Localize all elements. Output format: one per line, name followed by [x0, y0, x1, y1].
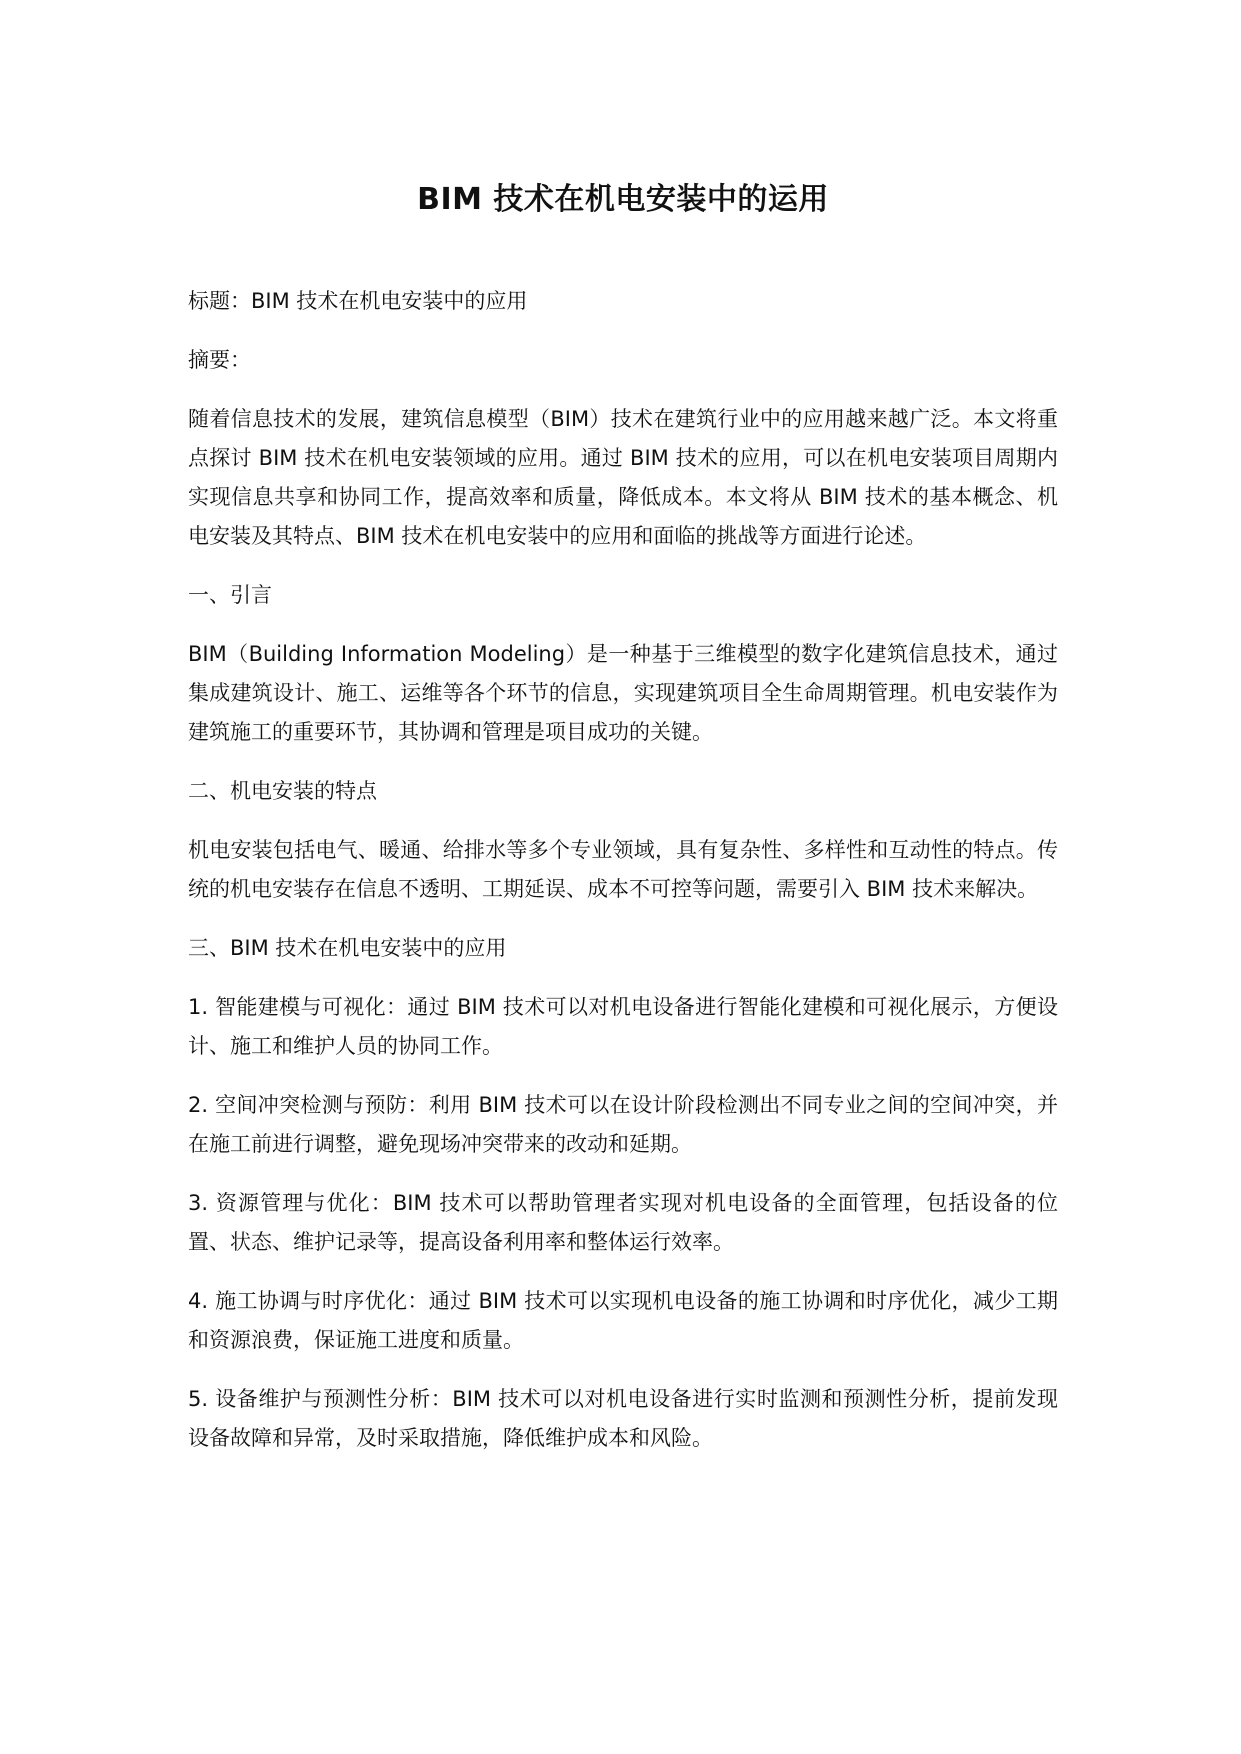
section-heading-characteristics: 二、机电安装的特点	[188, 779, 377, 803]
application-item-1: 1. 智能建模与可视化：通过 BIM 技术可以对机电设备进行智能化建模和可视化展示，方便设计、施工和维护人员的协同工作。	[188, 995, 1058, 1058]
application-item-2: 2. 空间冲突检测与预防：利用 BIM 技术可以在设计阶段检测出不同专业之间的空间冲突，并在施工前进行调整，避免现场冲突带来的改动和延期。	[188, 1093, 1058, 1156]
title-line: 标题：BIM 技术在机电安装中的应用	[188, 289, 528, 313]
characteristics-paragraph: 机电安装包括电气、暖通、给排水等多个专业领域，具有复杂性、多样性和互动性的特点。传统的机电安装存在信息不透明、工期延误、成本不可控等问题，需要引入 BIM 技术来解决。	[188, 838, 1058, 901]
application-item-4: 4. 施工协调与时序优化：通过 BIM 技术可以实现机电设备的施工协调和时序优化，减少工期和资源浪费，保证施工进度和质量。	[188, 1289, 1058, 1352]
section-heading-introduction: 一、引言	[188, 583, 272, 607]
document-body	[188, 180, 1058, 1478]
introduction-paragraph: BIM（Building Information Modeling）是一种基于三维模型的数字化建筑信息技术，通过集成建筑设计、施工、运维等各个环节的信息，实现建筑项目全生命周期管理。机电安装作为建筑施工的重要环节，其协调和管理是项目成功的关键。	[188, 642, 1058, 744]
abstract-paragraph: 随着信息技术的发展，建筑信息模型（BIM）技术在建筑行业中的应用越来越广泛。本文将重点探讨 BIM 技术在机电安装领域的应用。通过 BIM 技术的应用，可以在机电安装项目周期内实现信息共享和协同工作，提高效率和质量，降低成本。本文将从 BIM 技术的基本概念、机电安装及其特点、BIM 技术在机电安装中的应用和面临的挑战等方面进行论述。	[188, 407, 1058, 548]
section-heading-applications: 三、BIM 技术在机电安装中的应用	[188, 936, 507, 960]
abstract-heading: 摘要：	[188, 348, 251, 372]
application-item-3: 3. 资源管理与优化：BIM 技术可以帮助管理者实现对机电设备的全面管理，包括设备的位置、状态、维护记录等，提高设备利用率和整体运行效率。	[188, 1191, 1058, 1254]
document-title: BIM 技术在机电安装中的运用	[417, 182, 829, 217]
application-item-5: 5. 设备维护与预测性分析：BIM 技术可以对机电设备进行实时监测和预测性分析，提前发现设备故障和异常，及时采取措施，降低维护成本和风险。	[188, 1387, 1058, 1450]
